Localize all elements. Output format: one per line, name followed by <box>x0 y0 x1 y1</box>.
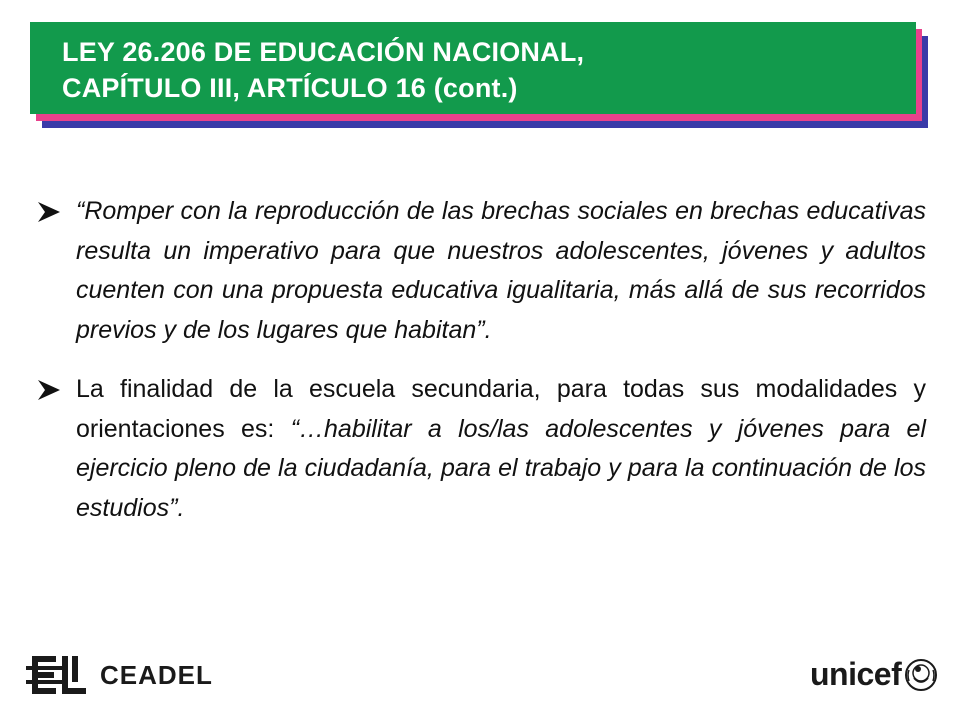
bullet-item-1 <box>38 192 926 350</box>
title-line-2: CAPÍTULO III, ARTÍCULO 16 (cont.) <box>62 73 518 103</box>
unicef-logo-text: unicef <box>810 656 902 692</box>
title-line-1: LEY 26.206 DE EDUCACIÓN NACIONAL, <box>62 37 585 67</box>
title-banner <box>30 22 930 132</box>
ceadel-logo-icon <box>26 652 90 703</box>
slide-body <box>38 192 926 548</box>
slide-title <box>30 22 916 114</box>
arrowhead-bullet-icon <box>38 370 66 410</box>
ceadel-logo-text: CEADEL <box>100 660 213 690</box>
unicef-emblem-icon <box>904 658 938 697</box>
ceadel-logo <box>26 650 213 700</box>
unicef-logo <box>810 652 940 698</box>
bullet-item-2 <box>38 370 926 528</box>
arrowhead-bullet-icon <box>38 192 66 232</box>
bullet-2-lead: La finalidad de la escuela secundaria, para todas sus modalidades y orientaciones es: <box>76 375 926 443</box>
bullet-1-quote: “Romper con la reproducción de las brechas sociales en brechas educativas resulta un imperativo para que nuestros adolescentes, jóvenes y adultos cuenten con una propuesta educativa igualitaria, más allá de sus recorridos previos y de los lugares que habitan”. <box>76 197 926 344</box>
bullet-2-quote: “…habilitar a los/las adolescentes y jóvenes para el ejercicio pleno de la ciudadanía, para el trabajo y para la continuación de los estudios”. <box>76 414 926 522</box>
